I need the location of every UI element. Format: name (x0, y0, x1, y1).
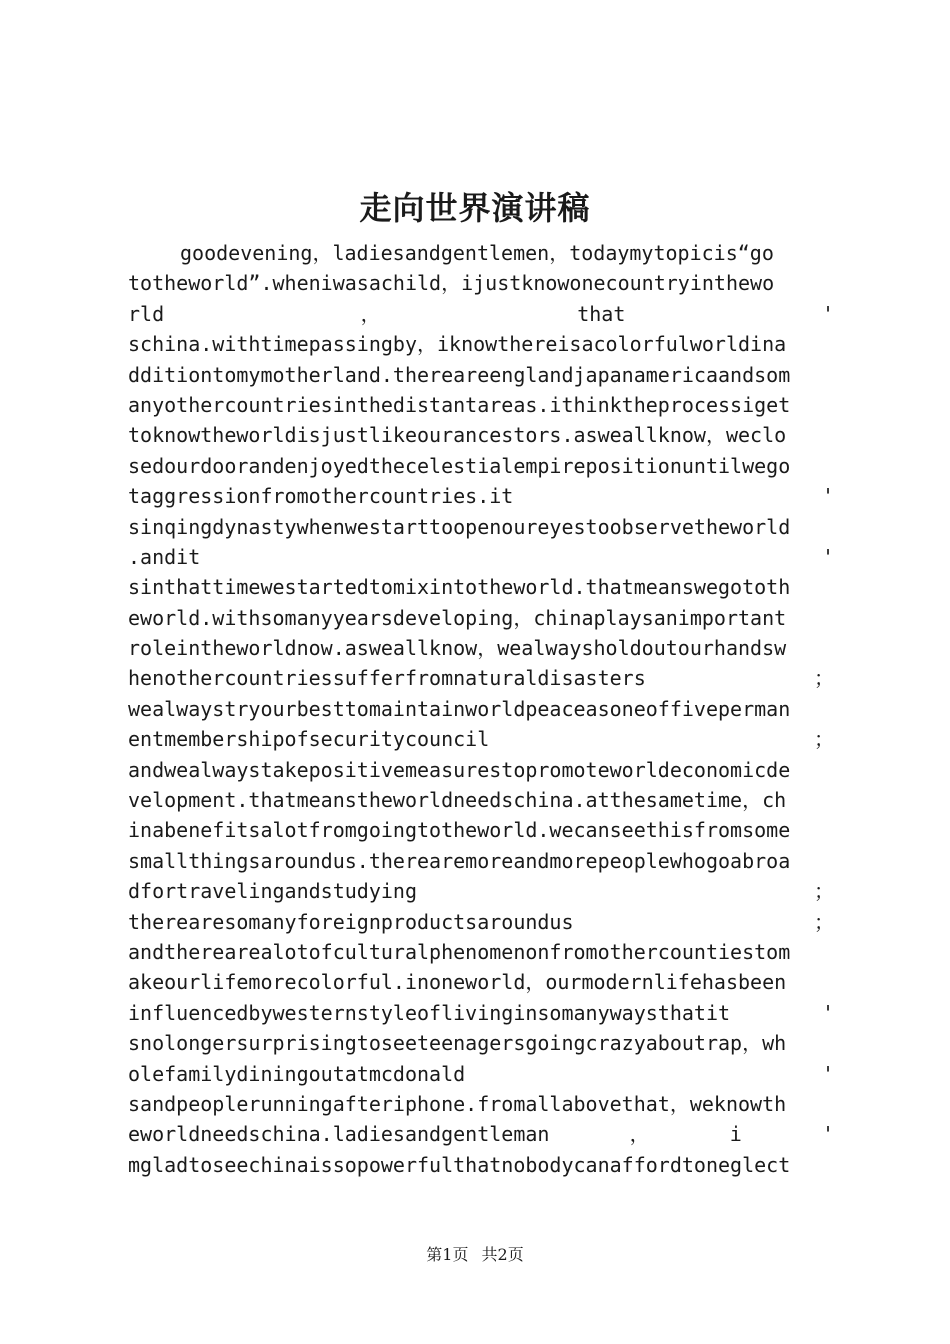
body-line-segment: .andit (128, 544, 201, 569)
body-line (128, 694, 834, 724)
body-line-segment: wealwaystryourbesttomaintainworldpeaceasoneoffiveperman (128, 696, 791, 721)
body-line (128, 420, 834, 450)
body-line (128, 451, 834, 481)
body-line (128, 238, 834, 268)
body-line-segment: inabenefitsalotfromgoingtotheworld.wecanseethisfromsome (128, 818, 791, 843)
body-line-segment: eworld.withsomanyyearsdeveloping，chinaplaysanimportant (128, 605, 787, 630)
body-line-segment: akeourlifemorecolorful.inoneworld，ourmodernlifehasbeen (128, 970, 787, 995)
body-line (128, 907, 834, 937)
page-footer (0, 1244, 950, 1266)
body-line-segment: ' (821, 301, 834, 326)
body-line (128, 815, 834, 845)
body-line-segment: ' (821, 484, 834, 509)
body-line (128, 572, 834, 602)
body-line (128, 663, 834, 693)
body-line-segment: anyothercountriesinthedistantareas.ithinktheprocessiget (128, 392, 791, 417)
speech-body (128, 238, 834, 1180)
body-line-segment: schina.withtimepassingby，iknowthereisacolorfulworldina (128, 332, 787, 357)
body-line (128, 846, 834, 876)
body-line-segment: smallthingsaroundus.therearemoreandmorepeoplewhogoabroa (128, 848, 791, 873)
body-line (128, 1119, 834, 1149)
body-line-segment: eworldneedschina.ladiesandgentleman (128, 1122, 550, 1147)
body-line-segment: toknowtheworldisjustlikeourancestors.asweallknow，weclo (128, 423, 787, 448)
body-line-segment: rld (128, 301, 165, 326)
body-line-segment: goodevening，ladiesandgentlemen，todaymytopicis“go (180, 241, 774, 265)
body-line-segment: therearesomanyforeignproductsaroundus (128, 909, 574, 934)
body-line-segment: ； (814, 879, 834, 904)
body-line-segment: ' (821, 1061, 834, 1086)
body-line (128, 755, 834, 785)
body-line-segment: entmembershipofsecuritycouncil (128, 727, 490, 752)
body-line-segment: andwealwaystakepositivemeasurestopromoteworldeconomicde (128, 757, 791, 782)
body-line-segment: olefamilydiningoutatmcdonald (128, 1061, 466, 1086)
body-line (128, 268, 834, 298)
body-line-segment: roleintheworldnow.asweallknow，wealwaysholdoutourhandsw (128, 636, 787, 661)
body-line-segment: henothercountriessufferfromnaturaldisasters (128, 666, 646, 691)
body-line-segment: sedourdoorandenjoyedthecelestialempirepositionuntilwego (128, 453, 791, 478)
body-line (128, 1089, 834, 1119)
body-line-segment: ； (814, 666, 834, 691)
body-line-segment: influencedbywesternstyleoflivinginsomanywaysthatit (128, 1000, 731, 1025)
body-line-segment: ； (814, 727, 834, 752)
body-line-segment: ' (821, 1122, 834, 1147)
body-line (128, 998, 834, 1028)
body-line-segment: ， (360, 301, 381, 326)
body-line-segment: that (577, 301, 626, 326)
page-number: 第1页 (426, 1245, 469, 1264)
body-line-segment: ' (821, 1000, 834, 1025)
body-line (128, 603, 834, 633)
body-line (128, 299, 834, 329)
body-line-segment: mgladtoseechinaissopowerfulthatnobodycanaffordtoneglect (128, 1152, 791, 1177)
body-line-segment: taggressionfromothercountries.it (128, 484, 514, 509)
body-line (128, 876, 834, 906)
body-line-segment: dditiontomymotherland.thereareenglandjapanamericaandsom (128, 362, 791, 387)
body-line (128, 360, 834, 390)
body-line (128, 785, 834, 815)
body-line (128, 1059, 834, 1089)
body-line-segment: andtherearealotofculturalphenomenonfromothercountiestom (128, 939, 791, 964)
body-line (128, 542, 834, 572)
body-line (128, 329, 834, 359)
body-line (128, 390, 834, 420)
body-line (128, 937, 834, 967)
body-line (128, 633, 834, 663)
body-line (128, 1028, 834, 1058)
body-line (128, 512, 834, 542)
body-line (128, 481, 834, 511)
body-line-segment: i (729, 1122, 742, 1147)
body-line-segment: ， (629, 1122, 650, 1147)
body-line-segment: snolongersurprisingtoseeteenagersgoingcrazyaboutrap，wh (128, 1031, 787, 1056)
body-line-segment: ' (821, 544, 834, 569)
page-total: 共2页 (481, 1245, 524, 1264)
body-line-segment: sandpeoplerunningafteriphone.fromallabovethat，weknowth (128, 1091, 787, 1116)
body-line (128, 967, 834, 997)
body-line (128, 1150, 834, 1180)
body-line-segment: sinthattimewestartedtomixintotheworld.thatmeanswegototh (128, 575, 791, 600)
body-line-segment: sinqingdynastywhenwestarttoopenoureyestoobservetheworld (128, 514, 791, 539)
page-title: 走向世界演讲稿 (359, 189, 591, 227)
body-line-segment: velopment.thatmeanstheworldneedschina.atthesametime，ch (128, 788, 787, 813)
body-line-segment: dfortravelingandstudying (128, 879, 417, 904)
body-line-segment: ； (814, 909, 834, 934)
body-line-segment: totheworld”.wheniwasachild，ijustknowonecountryinthewo (128, 271, 775, 296)
body-line (128, 724, 834, 754)
